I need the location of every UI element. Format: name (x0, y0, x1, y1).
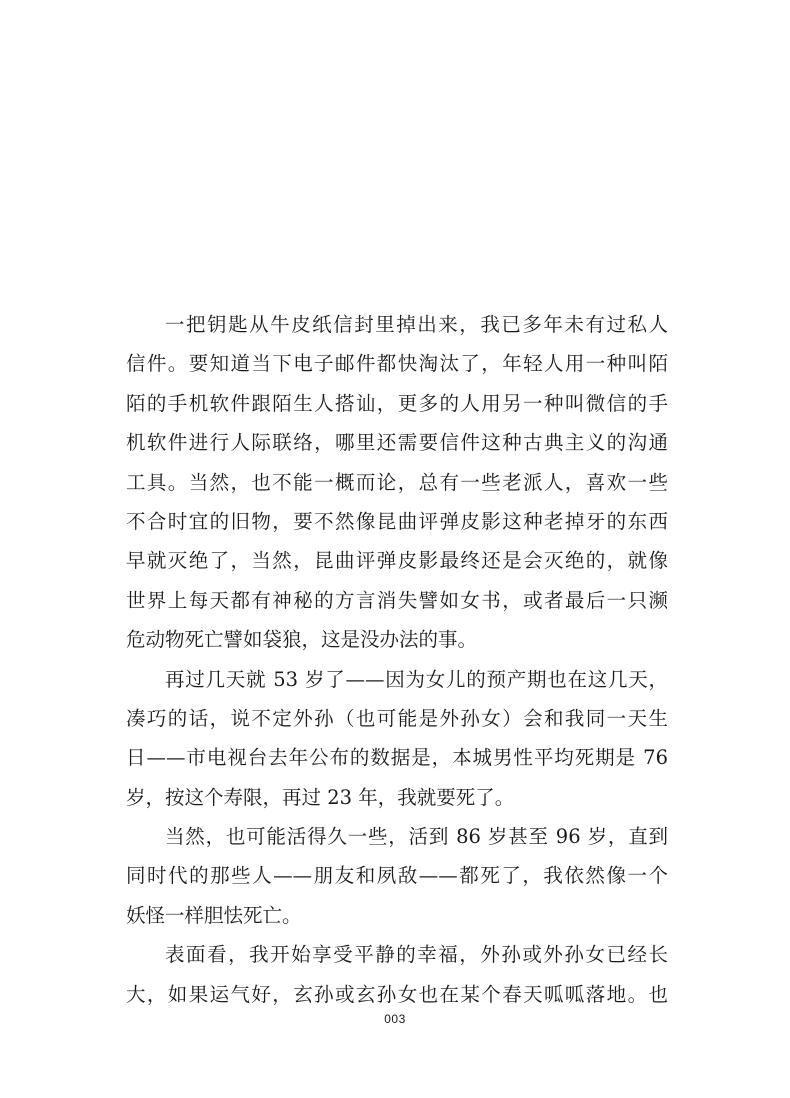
text-line: 信件。要知道当下电子邮件都快淘汰了，年轻人用一种叫陌 (126, 352, 668, 376)
text-line: 大，如果运气好，玄孙或玄孙女也在某个春天呱呱落地。也 (126, 982, 668, 1006)
text-line: 工具。当然，也不能一概而论，总有一些老派人，喜欢一些 (126, 470, 668, 494)
text-line: 日——市电视台去年公布的数据是，本城男性平均死期是 76 (126, 746, 668, 770)
text-line: 危动物死亡譬如袋狼，这是没办法的事。 (126, 628, 478, 652)
text-line: 早就灭绝了，当然，昆曲评弹皮影最终还是会灭绝的，就像 (126, 549, 668, 573)
text-line: 当然，也可能活得久一些，活到 86 岁甚至 96 岁，直到 (165, 825, 668, 849)
text-line: 岁，按这个寿限，再过 23 年，我就要死了。 (126, 785, 515, 809)
text-line: 世界上每天都有神秘的方言消失譬如女书，或者最后一只濒 (126, 588, 668, 612)
text-line: 陌的手机软件跟陌生人搭讪，更多的人用另一种叫微信的手 (126, 391, 668, 415)
text-line: 机软件进行人际联络，哪里还需要信件这种古典主义的沟通 (126, 431, 668, 455)
text-line: 同时代的那些人——朋友和夙敌——都死了，我依然像一个 (126, 864, 668, 888)
text-line: 凑巧的话，说不定外孙（也可能是外孙女）会和我同一天生 (126, 706, 668, 730)
text-line: 再过几天就 53 岁了——因为女儿的预产期也在这几天， (165, 667, 668, 691)
page-number: 003 (384, 1012, 406, 1026)
text-line: 一把钥匙从牛皮纸信封里掉出来，我已多年未有过私人 (165, 313, 668, 336)
text-line: 妖怪一样胆怯死亡。 (126, 903, 302, 927)
text-line: 不合时宜的旧物，要不然像昆曲评弹皮影这种老掉牙的东西 (126, 509, 668, 533)
body-text (126, 305, 668, 1014)
text-line: 表面看，我开始享受平静的幸福，外孙或外孙女已经长 (165, 943, 668, 967)
